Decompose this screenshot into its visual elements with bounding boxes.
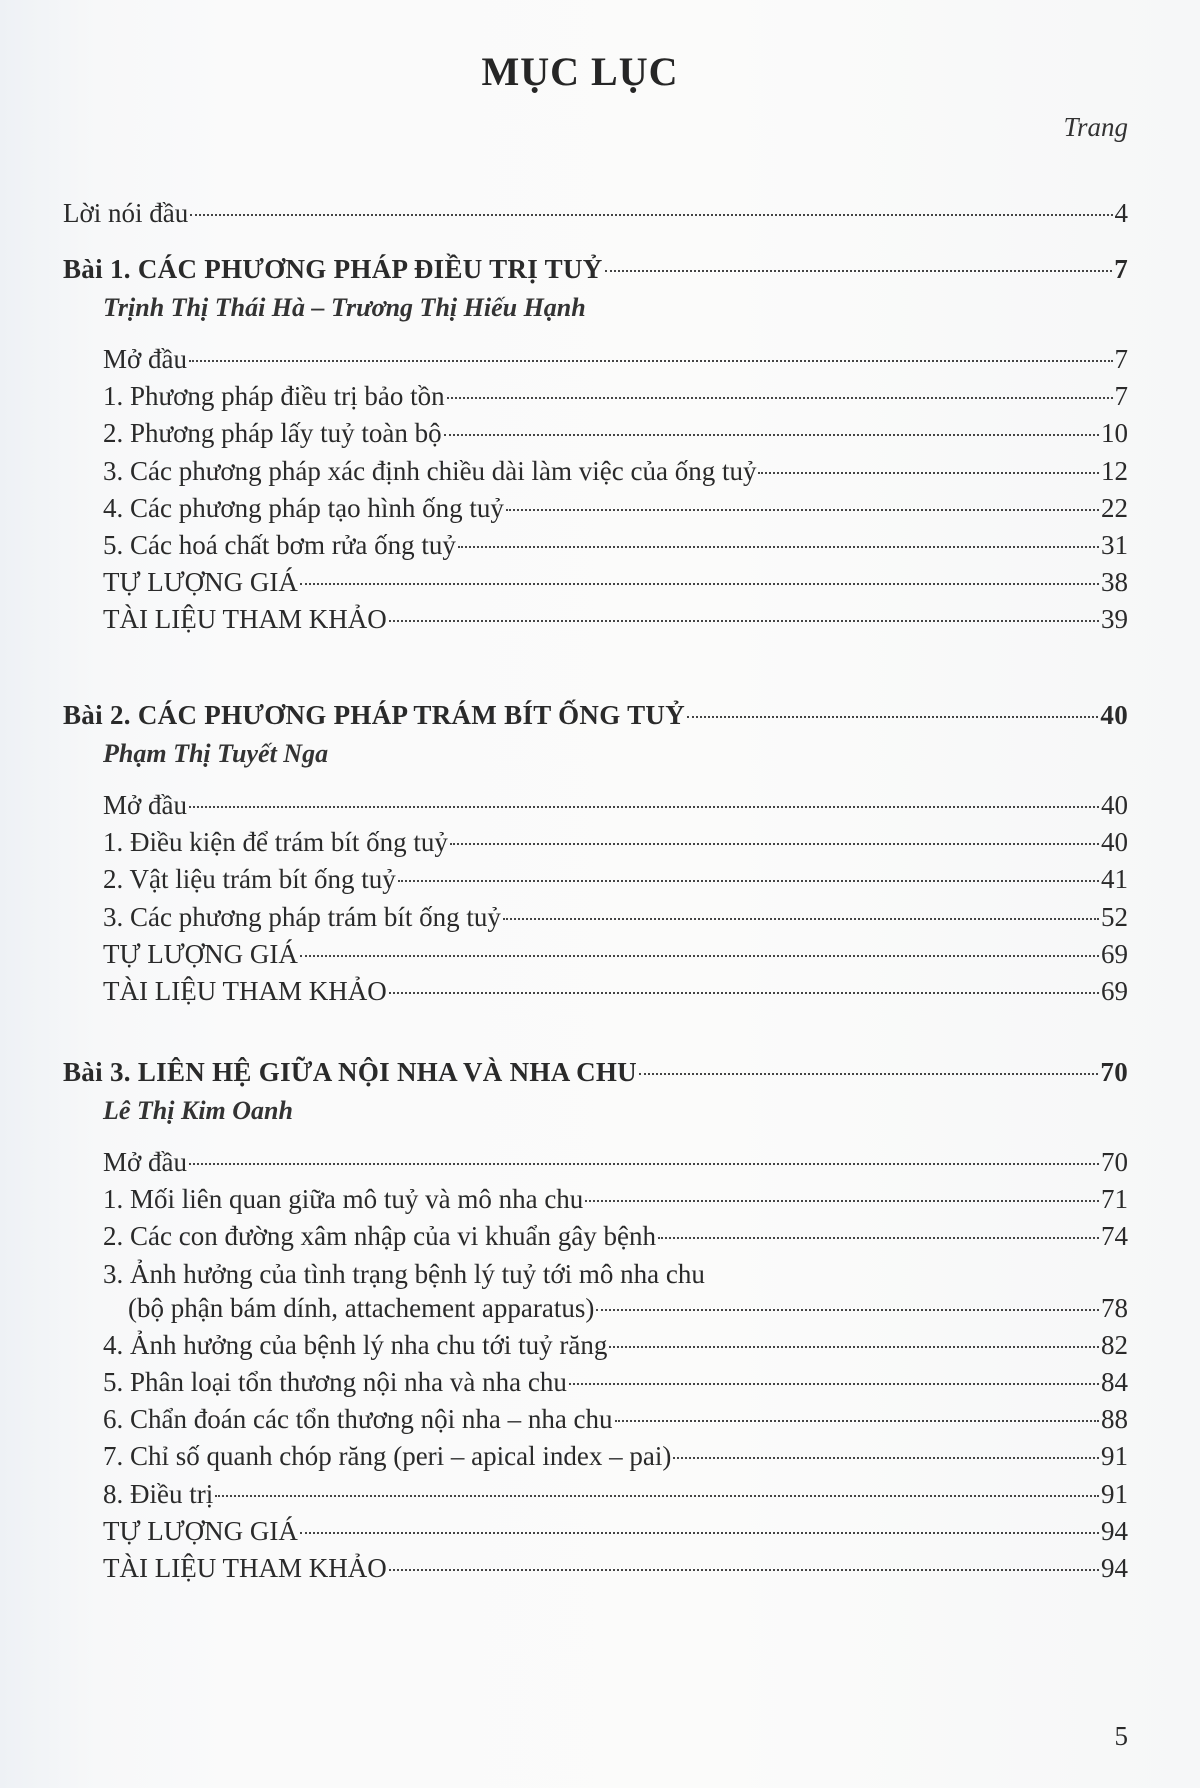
- toc-entry[interactable]: [103, 565, 1128, 599]
- toc-entry-page: 10: [1101, 418, 1128, 449]
- dot-leader: [596, 1309, 1099, 1311]
- toc-entry-page: 91: [1101, 1478, 1128, 1509]
- toc-entry-page: 39: [1101, 604, 1128, 635]
- dot-leader: [190, 214, 1112, 216]
- toc-entry-page: 69: [1101, 938, 1128, 969]
- toc-entry[interactable]: [103, 1551, 1128, 1585]
- toc-entry-page: 70: [1100, 1057, 1128, 1087]
- dot-leader: [189, 806, 1099, 808]
- toc-entry-label: 8. Điều trị: [103, 1478, 214, 1509]
- toc-entry-label: 4. Các phương pháp tạo hình ống tuỷ: [103, 492, 504, 523]
- toc-entry-lesson[interactable]: [63, 1055, 1128, 1089]
- toc-entry-label: TỰ LƯỢNG GIÁ: [103, 1515, 298, 1546]
- lesson-author: Phạm Thị Tuyết Nga: [103, 739, 329, 768]
- toc-entry-page: 7: [1114, 254, 1128, 284]
- toc-entry-page: 88: [1101, 1404, 1128, 1435]
- toc-entry-label: 5. Các hoá chất bơm rửa ống tuỷ: [103, 530, 456, 560]
- toc-entry-page: 78: [1101, 1292, 1128, 1323]
- dot-leader: [300, 955, 1099, 957]
- toc-entry-page: 7: [1114, 381, 1128, 412]
- toc-entry-page: 69: [1101, 976, 1128, 1006]
- toc-entry-label: 1. Điều kiện để trám bít ống tuỷ: [103, 827, 448, 858]
- dot-leader: [389, 1569, 1099, 1571]
- toc-entry[interactable]: [103, 528, 1128, 562]
- dot-leader: [687, 716, 1098, 718]
- page-title: MỤC LỤC: [481, 49, 679, 94]
- toc-entry-label: 3. Ảnh hưởng của tình trạng bệnh lý tuỷ tới mô nha chu: [103, 1258, 705, 1289]
- dot-leader: [506, 509, 1099, 511]
- toc-entry[interactable]: [103, 788, 1128, 822]
- dot-leader: [300, 1532, 1099, 1534]
- toc-entry[interactable]: [103, 491, 1128, 525]
- toc-entry-label: Mở đầu: [103, 1147, 188, 1177]
- toc-entry-page: 94: [1101, 1553, 1128, 1583]
- toc-entry-page: 31: [1101, 530, 1128, 560]
- toc-entry-label: 4. Ảnh hưởng của bệnh lý nha chu tới tuỷ răng: [103, 1329, 608, 1360]
- toc-entry-page: 41: [1101, 864, 1128, 895]
- toc-entry-label: 3. Các phương pháp trám bít ống tuỷ: [103, 901, 501, 932]
- dot-leader: [398, 880, 1099, 882]
- toc-entry[interactable]: [103, 1257, 1128, 1291]
- toc-entry-label: Bài 1. CÁC PHƯƠNG PHÁP ĐIỀU TRỊ TUỶ: [63, 254, 603, 284]
- toc-entry-page: 40: [1101, 827, 1128, 858]
- dot-leader: [569, 1383, 1099, 1385]
- toc-entry[interactable]: [103, 1439, 1128, 1473]
- toc-entry-page: 7: [1114, 344, 1128, 374]
- toc-entry[interactable]: [103, 1182, 1128, 1216]
- toc-entry-label: 2. Vật liệu trám bít ống tuỷ: [103, 864, 396, 895]
- toc-entry[interactable]: [103, 342, 1128, 376]
- dot-leader: [609, 1346, 1099, 1348]
- toc-entry-page: 12: [1101, 455, 1128, 486]
- toc-entry-label: Bài 3. LIÊN HỆ GIỮA NỘI NHA VÀ NHA CHU: [63, 1057, 637, 1087]
- toc-entry-page: 74: [1101, 1221, 1128, 1252]
- toc-entry-label: 1. Mối liên quan giữa mô tuỷ và mô nha chu: [103, 1184, 584, 1215]
- dot-leader: [615, 1420, 1099, 1422]
- lesson-author: Lê Thị Kim Oanh: [103, 1096, 293, 1125]
- toc-entry[interactable]: [103, 1477, 1128, 1511]
- dot-leader: [215, 1495, 1099, 1497]
- dot-leader: [189, 1163, 1099, 1165]
- toc-entry-label: Lời nói đầu: [63, 198, 189, 228]
- toc-entry-label: 2. Phương pháp lấy tuỷ toàn bộ: [103, 418, 442, 449]
- dot-leader: [189, 360, 1112, 362]
- toc-entry-label: TỰ LƯỢNG GIÁ: [103, 938, 298, 969]
- toc-entry[interactable]: [103, 379, 1128, 413]
- dot-leader: [758, 472, 1099, 474]
- toc-entry[interactable]: [103, 454, 1128, 488]
- toc-entry-page: 84: [1101, 1367, 1128, 1397]
- toc-entry-label: TÀI LIỆU THAM KHẢO: [103, 1553, 387, 1583]
- toc-entry-label: Bài 2. CÁC PHƯƠNG PHÁP TRÁM BÍT ỐNG TUỶ: [63, 700, 685, 730]
- toc-entry-preface[interactable]: [63, 196, 1128, 230]
- dot-leader: [585, 1200, 1099, 1202]
- dot-leader: [458, 546, 1099, 548]
- toc-entry-label: TÀI LIỆU THAM KHẢO: [103, 604, 387, 635]
- toc-entry-page: 40: [1100, 700, 1128, 730]
- toc-entry[interactable]: [103, 416, 1128, 450]
- toc-entry-label: 5. Phân loại tổn thương nội nha và nha chu: [103, 1367, 567, 1397]
- dot-leader: [444, 434, 1099, 436]
- toc-entry[interactable]: [103, 900, 1128, 934]
- toc-entry-page: 52: [1101, 901, 1128, 932]
- toc-entry[interactable]: [103, 1514, 1128, 1548]
- toc-entry-label: Mở đầu: [103, 790, 188, 820]
- toc-entry[interactable]: [103, 1145, 1128, 1179]
- toc-entry[interactable]: [103, 1328, 1128, 1362]
- toc-entry-label: 2. Các con đường xâm nhập của vi khuẩn gây bệnh: [103, 1221, 657, 1252]
- dot-leader: [658, 1237, 1099, 1239]
- toc-entry[interactable]: [103, 1365, 1128, 1399]
- toc-entry[interactable]: [103, 974, 1128, 1008]
- lesson-author: Trịnh Thị Thái Hà – Trương Thị Hiếu Hạnh: [103, 293, 586, 322]
- toc-entry-page: 38: [1101, 567, 1128, 598]
- toc-entry-page: 22: [1101, 492, 1128, 523]
- toc-entry-label: (bộ phận bám dính, attachement apparatus): [128, 1292, 595, 1323]
- toc-entry[interactable]: [103, 1402, 1128, 1436]
- page-number: 5: [1114, 1721, 1128, 1751]
- page-column-label: Trang: [1063, 112, 1128, 142]
- toc-entry[interactable]: [103, 1219, 1128, 1253]
- dot-leader: [389, 620, 1099, 622]
- toc-entry-lesson[interactable]: [63, 252, 1128, 286]
- toc-entry-label: Mở đầu: [103, 344, 188, 374]
- toc-entry[interactable]: [103, 602, 1128, 636]
- toc-entry-page: 4: [1114, 198, 1128, 228]
- toc-entry-page: 94: [1101, 1515, 1128, 1546]
- toc-entry-label: 1. Phương pháp điều trị bảo tồn: [103, 381, 445, 412]
- dot-leader: [450, 843, 1099, 845]
- toc-entry-page: 40: [1101, 790, 1128, 820]
- toc-entry-label: TÀI LIỆU THAM KHẢO: [103, 976, 387, 1006]
- toc-entry-label: 6. Chẩn đoán các tổn thương nội nha – nha chu: [103, 1404, 613, 1435]
- dot-leader: [503, 918, 1099, 920]
- dot-leader: [447, 397, 1113, 399]
- toc-entry-page: 82: [1101, 1329, 1128, 1360]
- dot-leader: [673, 1457, 1099, 1459]
- toc-entry[interactable]: [103, 937, 1128, 971]
- toc-entry-page: 71: [1101, 1184, 1128, 1215]
- dot-leader: [389, 992, 1099, 994]
- dot-leader: [639, 1073, 1098, 1075]
- dot-leader: [605, 270, 1113, 272]
- toc-entry[interactable]: [103, 825, 1128, 859]
- toc-entry-page: 91: [1101, 1441, 1128, 1472]
- toc-entry[interactable]: [103, 862, 1128, 896]
- toc-entry-continued[interactable]: [128, 1291, 1128, 1325]
- toc-entry-label: TỰ LƯỢNG GIÁ: [103, 567, 298, 598]
- toc-entry-label: 3. Các phương pháp xác định chiều dài làm việc của ống tuỷ: [103, 455, 757, 486]
- dot-leader: [300, 583, 1099, 585]
- toc-entry-page: 70: [1101, 1147, 1128, 1177]
- toc-entry-lesson[interactable]: [63, 698, 1128, 732]
- toc-entry-label: 7. Chỉ số quanh chóp răng (peri – apical index – pai): [103, 1441, 672, 1472]
